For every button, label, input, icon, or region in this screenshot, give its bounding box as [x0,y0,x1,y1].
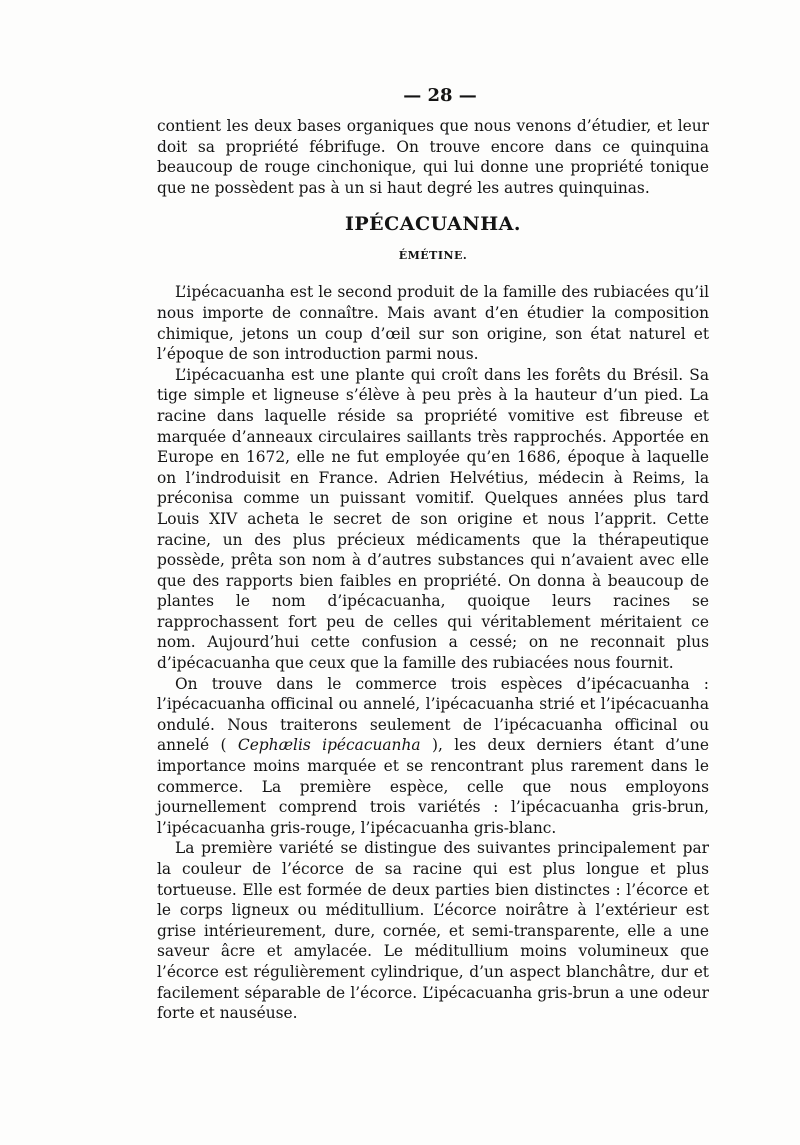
species-text-start: On trouve dans le commerce trois espèces d’ipécacuanha : l’ipécacuanha officinal ou annelé, l’ipécacuanha strié et l’ipécacuanha ondulé. Nous traiterons seulement de l’ipécacuanha officinal ou annelé ( [157,674,709,755]
body-text [157,116,709,1024]
paragraph-origin: L’ipécacuanha est le second produit de la famille des rubiacées qu’il nous importe de connaître. Mais avant d’en étudier la composition chimique, jetons un coup d’œil sur son origine, son état naturel et l’époque de son introduction parmi nous. [157,283,709,364]
page-number: — 28 — [403,85,477,106]
paragraph-species [157,674,709,839]
species-text-end: ), les deux derniers étant d’une importance moins marquée et se rencontrant plus rarement dans le commerce. La première espèce, celle que nous employons journellement comprend trois variétés : l’ipécacuanha gris-brun, l’ipécacuanha gris-rouge, l’ipécacuanha gris-blanc. [157,736,709,837]
subsection-title: ÉMÉTINE. [398,249,468,263]
paragraph-history: L’ipécacuanha est une plante qui croît dans les forêts du Brésil. Sa tige simple et ligneuse s’élève à peu près à la hauteur d’un pied. La racine dans laquelle réside sa propriété vomitive est fibreuse et marquée d’anneaux circulaires saillants très rapprochés. Apportée en Europe en 1672, elle ne fut employée qu’en 1686, époque à laquelle on l’indroduisit en France. Adrien Helvétius, médecin à Reims, la préconisa comme un puissant vomitif. Quelques années plus tard Louis XIV acheta le secret de son origine et nous l’apprit. Cette racine, un des plus précieux médicaments que la thérapeutique possède, prêta son nom à d’autres substances qui n’avaient avec elle que des rapports bien faibles en propriété. On donna à beaucoup de plantes le nom d’ipécacuanha, quoique leurs racines se rapprochassent fort peu de celles qui véritablement méritaient ce nom. Aujourd’hui cette confusion a cessé; on ne reconnait plus d’ipécacuanha que ceux que la famille des rubiacées nous fournit. [157,365,709,673]
paragraph-first-variety: La première variété se distingue des suivantes principalement par la couleur de l’écorce de sa racine qui est plus longue et plus tortueuse. Elle est formée de deux parties bien distinctes : l’écorce et le corps ligneux ou méditullium. L’écorce noirâtre à l’extérieur est grise intérieurement, dure, cornée, et semi-transparente, elle a une saveur âcre et amylacée. Le méditullium moins volumineux que l’écorce est régulièrement cylindrique, d’un aspect blanchâtre, dur et facilement séparable de l’écorce. L’ipécacuanha gris-brun a une odeur forte et nauséuse. [157,839,709,1023]
species-latin-name: Cephælis ipécacuanha [237,736,421,755]
paragraph-intro: contient les deux bases organiques que nous venons d’étudier, et leur doit sa propriété fébrifuge. On trouve encore dans ce quinquina beaucoup de rouge cinchonique, qui lui donne une propriété tonique que ne possèdent pas à un si haut degré les autres quinquinas. [157,117,709,197]
section-title: IPÉCACUANHA. [344,213,522,236]
